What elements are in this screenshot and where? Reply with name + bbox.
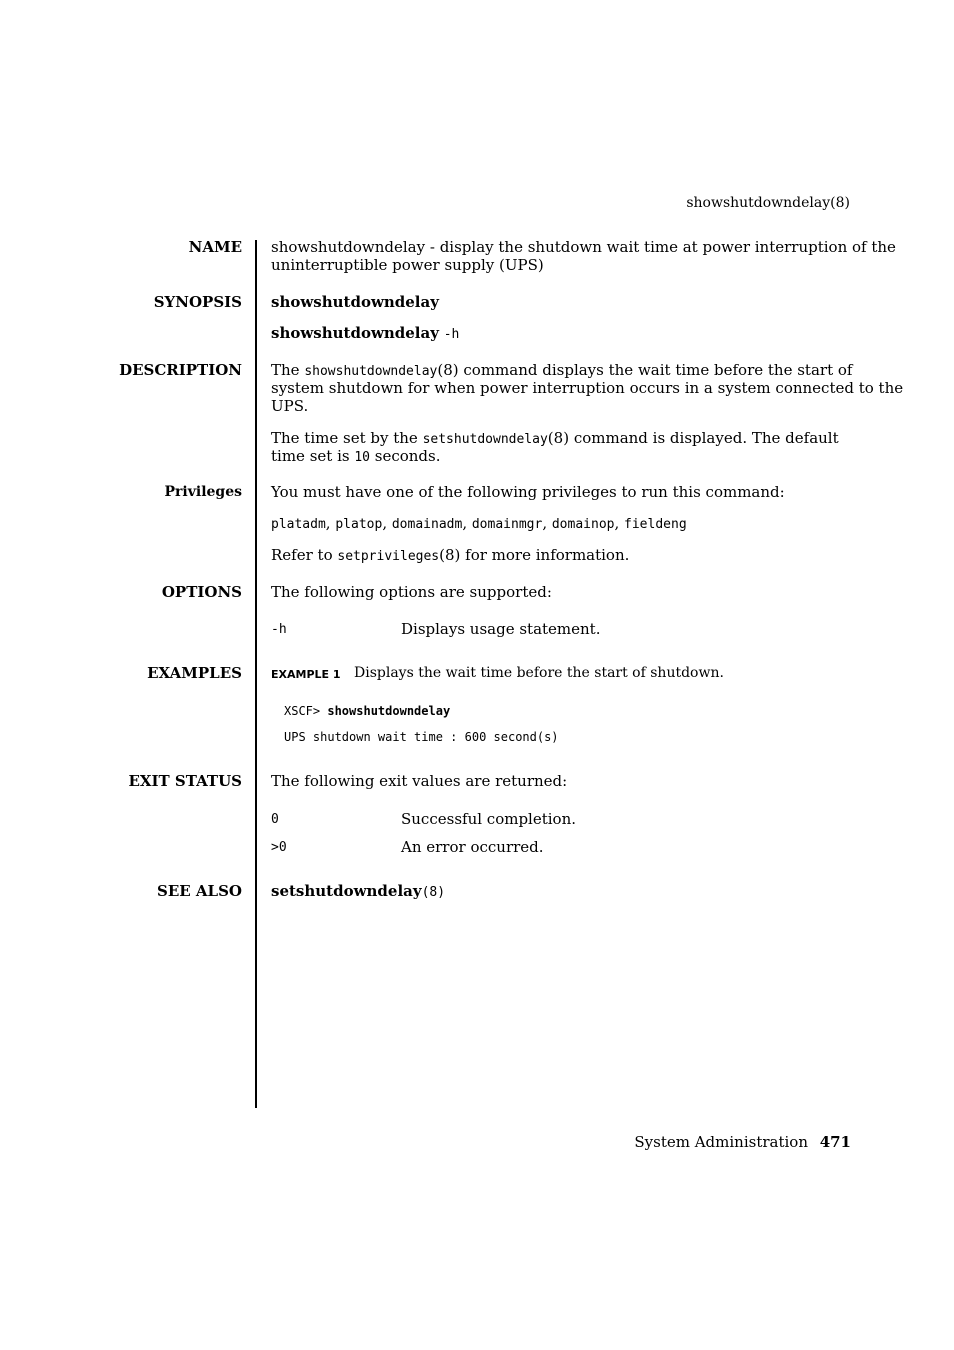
example-caption: Displays the wait time before the start of shutdown.	[354, 665, 724, 681]
text: Refer to	[271, 546, 338, 564]
text: The	[271, 361, 305, 379]
synopsis-command-2-name: showshutdowndelay	[271, 324, 439, 342]
text: (8) command displays the wait time before the start of	[437, 361, 853, 379]
description-p2-line-1	[271, 429, 839, 449]
privilege-item: platadm	[271, 517, 326, 532]
section-label-exit-status: EXIT STATUS	[128, 772, 242, 790]
privileges-refer	[271, 546, 629, 566]
see-also-command: setshutdowndelay	[271, 882, 422, 900]
privileges-intro: You must have one of the following privileges to run this command:	[271, 483, 785, 501]
description-p1-line-1	[271, 361, 852, 381]
privilege-item: domainadm	[391, 517, 463, 532]
section-label-synopsis: SYNOPSIS	[153, 293, 242, 311]
synopsis-command-1: showshutdowndelay	[271, 293, 439, 311]
see-also-reference	[271, 882, 445, 902]
section-number: (8)	[421, 885, 446, 900]
example-command: showshutdowndelay	[327, 704, 451, 718]
separator: ,	[542, 514, 552, 532]
exit-value-description: Successful completion.	[401, 810, 577, 828]
description-p1-line-2: system shutdown for when power interruption occurs in a system connected to the	[271, 379, 904, 397]
privileges-list	[271, 514, 687, 534]
exit-value-description: An error occurred.	[401, 838, 544, 856]
exit-value: >0	[271, 840, 287, 855]
text: time set is	[271, 447, 355, 465]
command-name: setshutdowndelay	[422, 432, 548, 447]
name-line-2: uninterruptible power supply (UPS)	[271, 256, 544, 274]
separator: ,	[325, 514, 336, 532]
command-name: setprivileges	[337, 549, 440, 564]
text: (8) for more information.	[439, 546, 630, 564]
synopsis-command-2	[271, 324, 459, 344]
name-line-1: showshutdowndelay - display the shutdown wait time at power interruption of the	[271, 238, 896, 256]
example-output: UPS shutdown wait time : 600 second(s)	[284, 730, 559, 744]
text: The time set by the	[271, 429, 423, 447]
example-command-line	[284, 702, 450, 720]
separator: ,	[462, 514, 472, 532]
privilege-item: platop	[335, 517, 383, 532]
prompt: XSCF>	[284, 704, 328, 718]
description-p1-line-3: UPS.	[271, 397, 309, 415]
privilege-item: domainmgr	[471, 517, 543, 532]
vertical-rule	[255, 240, 257, 1108]
default-value: 10	[354, 450, 370, 465]
synopsis-option: -h	[443, 327, 460, 342]
exit-status-intro: The following exit values are returned:	[271, 772, 568, 790]
running-header: showshutdowndelay(8)	[686, 195, 850, 211]
footer-book-title: System Administration	[634, 1133, 808, 1151]
option-flag: -h	[271, 622, 287, 637]
command-name: showshutdowndelay	[304, 364, 438, 379]
section-label-privileges: Privileges	[164, 484, 242, 500]
option-description: Displays usage statement.	[401, 620, 601, 638]
section-label-options: OPTIONS	[161, 583, 242, 601]
section-label-name: NAME	[188, 238, 242, 256]
privilege-item: fieldeng	[624, 517, 687, 532]
separator: ,	[614, 514, 625, 532]
example-tag: EXAMPLE 1	[271, 668, 341, 681]
description-p2-line-2	[271, 447, 441, 467]
text: seconds.	[369, 447, 441, 465]
text: (8) command is displayed. The default	[547, 429, 839, 447]
separator: ,	[382, 514, 392, 532]
section-label-description: DESCRIPTION	[119, 361, 242, 379]
options-intro: The following options are supported:	[271, 583, 552, 601]
section-label-see-also: SEE ALSO	[156, 882, 242, 900]
section-label-examples: EXAMPLES	[147, 664, 242, 682]
exit-value: 0	[271, 812, 279, 827]
privilege-item: domainop	[551, 517, 615, 532]
footer-page-number: 471	[819, 1133, 851, 1151]
